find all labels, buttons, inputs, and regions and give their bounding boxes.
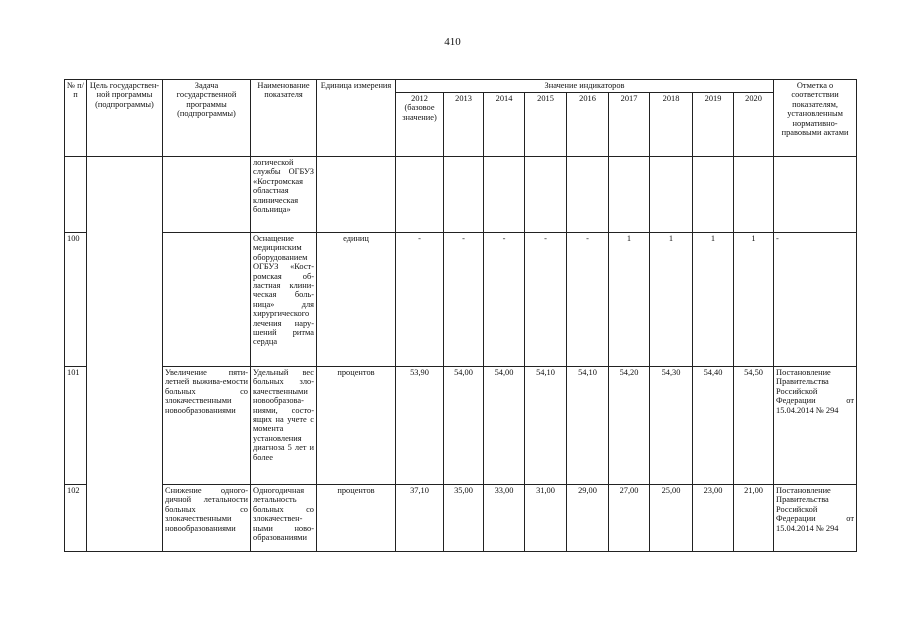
header-num: № п/п <box>65 80 87 157</box>
table-row <box>65 233 857 367</box>
header-year-2020: 2020 <box>734 93 774 157</box>
task-cell <box>163 157 251 233</box>
indicator-cell: Удельный вес больных зло-качественными новообразова-ниями, состо-ящих на учете с момента установления диагноза 5 лет и более <box>251 367 317 485</box>
header-task: Задача государственной программы (подпрограммы) <box>163 80 251 157</box>
value-cell: 54,10 <box>567 367 609 485</box>
indicators-table <box>64 79 857 552</box>
value-cell: - <box>525 233 567 367</box>
value-cell: 33,00 <box>484 485 525 552</box>
header-year-2014: 2014 <box>484 93 525 157</box>
compliance-cell: Постановление Правительства Российской Федерации от 15.04.2014 № 294 <box>774 367 857 485</box>
unit-cell: единиц <box>317 233 396 367</box>
compliance-cell <box>774 157 857 233</box>
header-goal: Цель государствен-ной программы (подпрограммы) <box>87 80 163 157</box>
table-row <box>65 157 857 233</box>
header-year-2013: 2013 <box>444 93 484 157</box>
value-cell <box>396 157 444 233</box>
header-row-1 <box>65 80 857 93</box>
value-cell: 1 <box>693 233 734 367</box>
value-cell: - <box>567 233 609 367</box>
value-cell <box>650 157 693 233</box>
task-cell: Снижение одного-дичной летальности больных со злокачественными новообразованиями <box>163 485 251 552</box>
header-indicator: Наименование показателя <box>251 80 317 157</box>
task-cell <box>163 233 251 367</box>
table-row <box>65 485 857 552</box>
value-cell <box>734 157 774 233</box>
value-cell: 54,40 <box>693 367 734 485</box>
value-cell: 25,00 <box>650 485 693 552</box>
header-year-2019: 2019 <box>693 93 734 157</box>
table-row <box>65 367 857 485</box>
header-year-2018: 2018 <box>650 93 693 157</box>
value-cell: 35,00 <box>444 485 484 552</box>
value-cell <box>484 157 525 233</box>
header-unit: Единица измерения <box>317 80 396 157</box>
value-cell: 54,10 <box>525 367 567 485</box>
value-cell: 27,00 <box>609 485 650 552</box>
value-cell <box>444 157 484 233</box>
task-cell: Увеличение пяти-летней выжива-емости больных со злокачественными новообразованиями <box>163 367 251 485</box>
indicator-cell: логической службы ОГБУЗ «Костромская областная клиническая больница» <box>251 157 317 233</box>
value-cell: 54,50 <box>734 367 774 485</box>
indicator-cell: Одногодичная летальность больных со злокачествен-ными ново-образованиями <box>251 485 317 552</box>
row-num: 101 <box>65 367 87 485</box>
unit-cell: процентов <box>317 367 396 485</box>
page-number: 410 <box>444 36 461 48</box>
value-cell: - <box>396 233 444 367</box>
indicator-cell: Оснащение медицинским оборудованием ОГБУЗ «Кост-ромская об-ластная клини-ческая боль-ница» для хирургического лечения нару-шений ритма сердца <box>251 233 317 367</box>
compliance-cell: - <box>774 233 857 367</box>
value-cell: 23,00 <box>693 485 734 552</box>
header-year-2012: 2012 (базовое значение) <box>396 93 444 157</box>
unit-cell <box>317 157 396 233</box>
value-cell: - <box>444 233 484 367</box>
value-cell <box>693 157 734 233</box>
header-values: Значение индикаторов <box>396 80 774 93</box>
value-cell: 54,00 <box>444 367 484 485</box>
value-cell: 54,20 <box>609 367 650 485</box>
row-num: 102 <box>65 485 87 552</box>
header-compliance: Отметка о соответствии показателям, установленным нормативно-правовыми актами <box>774 80 857 157</box>
value-cell: 54,00 <box>484 367 525 485</box>
value-cell <box>609 157 650 233</box>
goal-cell <box>87 157 163 552</box>
value-cell: 21,00 <box>734 485 774 552</box>
value-cell: 53,90 <box>396 367 444 485</box>
header-year-2016: 2016 <box>567 93 609 157</box>
value-cell <box>567 157 609 233</box>
value-cell: 1 <box>609 233 650 367</box>
value-cell: 31,00 <box>525 485 567 552</box>
value-cell: 1 <box>734 233 774 367</box>
value-cell: 54,30 <box>650 367 693 485</box>
header-year-2015: 2015 <box>525 93 567 157</box>
row-num <box>65 157 87 233</box>
header-year-2017: 2017 <box>609 93 650 157</box>
unit-cell: процентов <box>317 485 396 552</box>
row-num: 100 <box>65 233 87 367</box>
value-cell: 37,10 <box>396 485 444 552</box>
value-cell <box>525 157 567 233</box>
value-cell: 29,00 <box>567 485 609 552</box>
value-cell: 1 <box>650 233 693 367</box>
value-cell: - <box>484 233 525 367</box>
compliance-cell: Постановление Правительства Российской Федерации от 15.04.2014 № 294 <box>774 485 857 552</box>
